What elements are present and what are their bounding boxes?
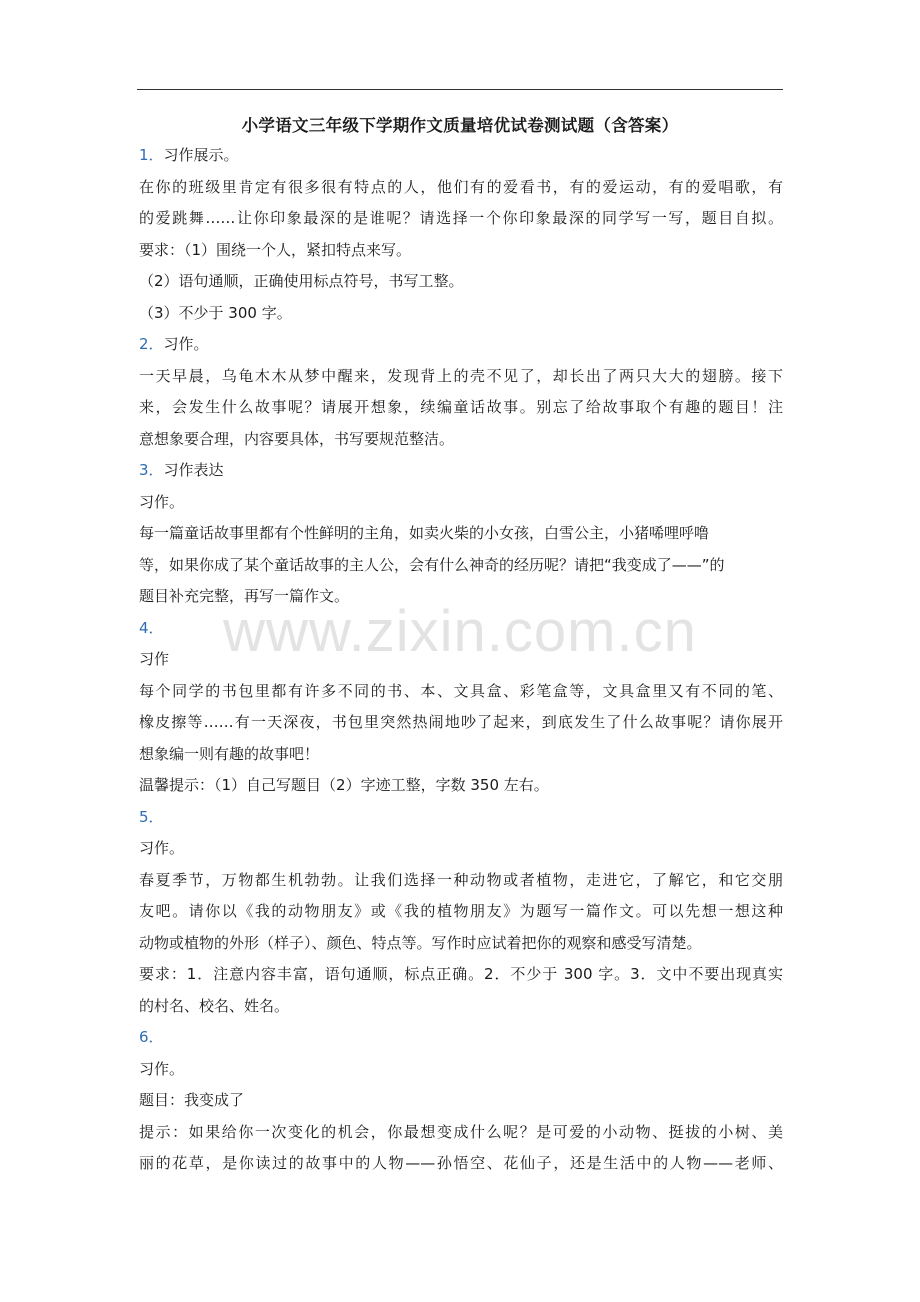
body-line: 每个同学的书包里都有许多不同的书、本、文具盒、彩笔盒等，文具盒里又有不同的笔、 [139,681,783,700]
body-line: 橡皮擦等……有一天深夜，书包里突然热闹地吵了起来，到底发生了什么故事呢？请你展开 [139,713,783,731]
question-3-heading [139,455,783,487]
question-6-heading [139,1022,783,1054]
document-title: 小学语文三年级下学期作文质量培优试卷测试题（含答案） [241,116,679,135]
header-rule [137,89,783,90]
document-body [139,140,783,1180]
body-line: 友吧。请你以《我的动物朋友》或《我的植物朋友》为题写一篇作文。可以先想一想这种 [139,902,783,920]
body-line: 习作 [139,650,170,668]
body-line: 动物或植物的外形（样子）、颜色、特点等。写作时应试着把你的观察和感受写清楚。 [139,933,702,952]
body-line: 来，会发生什么故事呢？请展开想象，续编童话故事。别忘了给故事取个有趣的题目！注 [139,398,783,416]
question-heading: 习作表达 [163,461,224,479]
body-line: 温馨提示：（1）自己写题目（2）字迹工整，字数 350 左右。 [139,776,549,794]
question-number: 3． [139,461,164,479]
body-line: 一天早晨，乌龟木木从梦中醒来，发现背上的壳不见了，却长出了两只大大的翅膀。接下 [139,366,783,385]
question-number: 2． [139,335,164,353]
body-line: 题目补充完整，再写一篇作文。 [139,587,350,605]
question-number: 5． [139,807,164,826]
body-line: 习作。 [139,1059,185,1078]
body-line: 习作。 [139,839,185,857]
body-line: 的爱跳舞……让你印象最深的是谁呢？请选择一个你印象最深的同学写一写，题目自拟。 [139,209,783,227]
body-line: 春夏季节，万物都生机勃勃。让我们选择一种动物或者植物，走进它，了解它，和它交朋 [139,870,783,889]
question-5-heading [139,802,783,834]
question-1-heading [139,140,783,172]
body-line: 想象编一则有趣的故事吧！ [139,744,320,763]
body-line: 意想象要合理，内容要具体，书写要规范整洁。 [139,429,455,448]
body-line: （2）语句通顺，正确使用标点符号，书写工整。 [139,272,464,290]
question-heading: 习作。 [163,335,209,353]
question-number: 6． [139,1028,164,1046]
question-heading: 习作展示。 [163,146,239,164]
question-number: 1． [139,146,164,164]
body-line: 每一篇童话故事里都有个性鲜明的主角，如卖火柴的小女孩，白雪公主，小猪唏哩呼噜 [139,524,710,542]
body-line: 要求：1．注意内容丰富，语句通顺，标点正确。2．不少于 300 字。3．文中不要出现真实 [139,965,783,983]
watermark: www.zixin.com.cn [223,599,697,664]
question-4-heading [139,613,783,645]
body-line: 要求：（1）围绕一个人，紧扣特点来写。 [139,240,412,259]
question-2-heading [139,329,783,361]
question-number: 4． [139,618,164,637]
body-line: 在你的班级里肯定有很多很有特点的人，他们有的爱看书，有的爱运动，有的爱唱歌，有 [139,177,783,196]
body-line: 习作。 [139,492,185,511]
body-line: 丽的花草，是你读过的故事中的人物——孙悟空、花仙子，还是生活中的人物——老师、 [139,1154,783,1172]
body-line: （3）不少于 300 字。 [139,303,292,322]
body-line: 的村名、校名、姓名。 [139,996,290,1015]
body-line: 提示：如果给你一次变化的机会，你最想变成什么呢？是可爱的小动物、挺拔的小树、美 [139,1122,783,1141]
body-line: 题目：我变成了 [139,1091,245,1109]
body-line: 等，如果你成了某个童话故事的主人公，会有什么神奇的经历呢？请把“我变成了——”的 [139,555,725,574]
